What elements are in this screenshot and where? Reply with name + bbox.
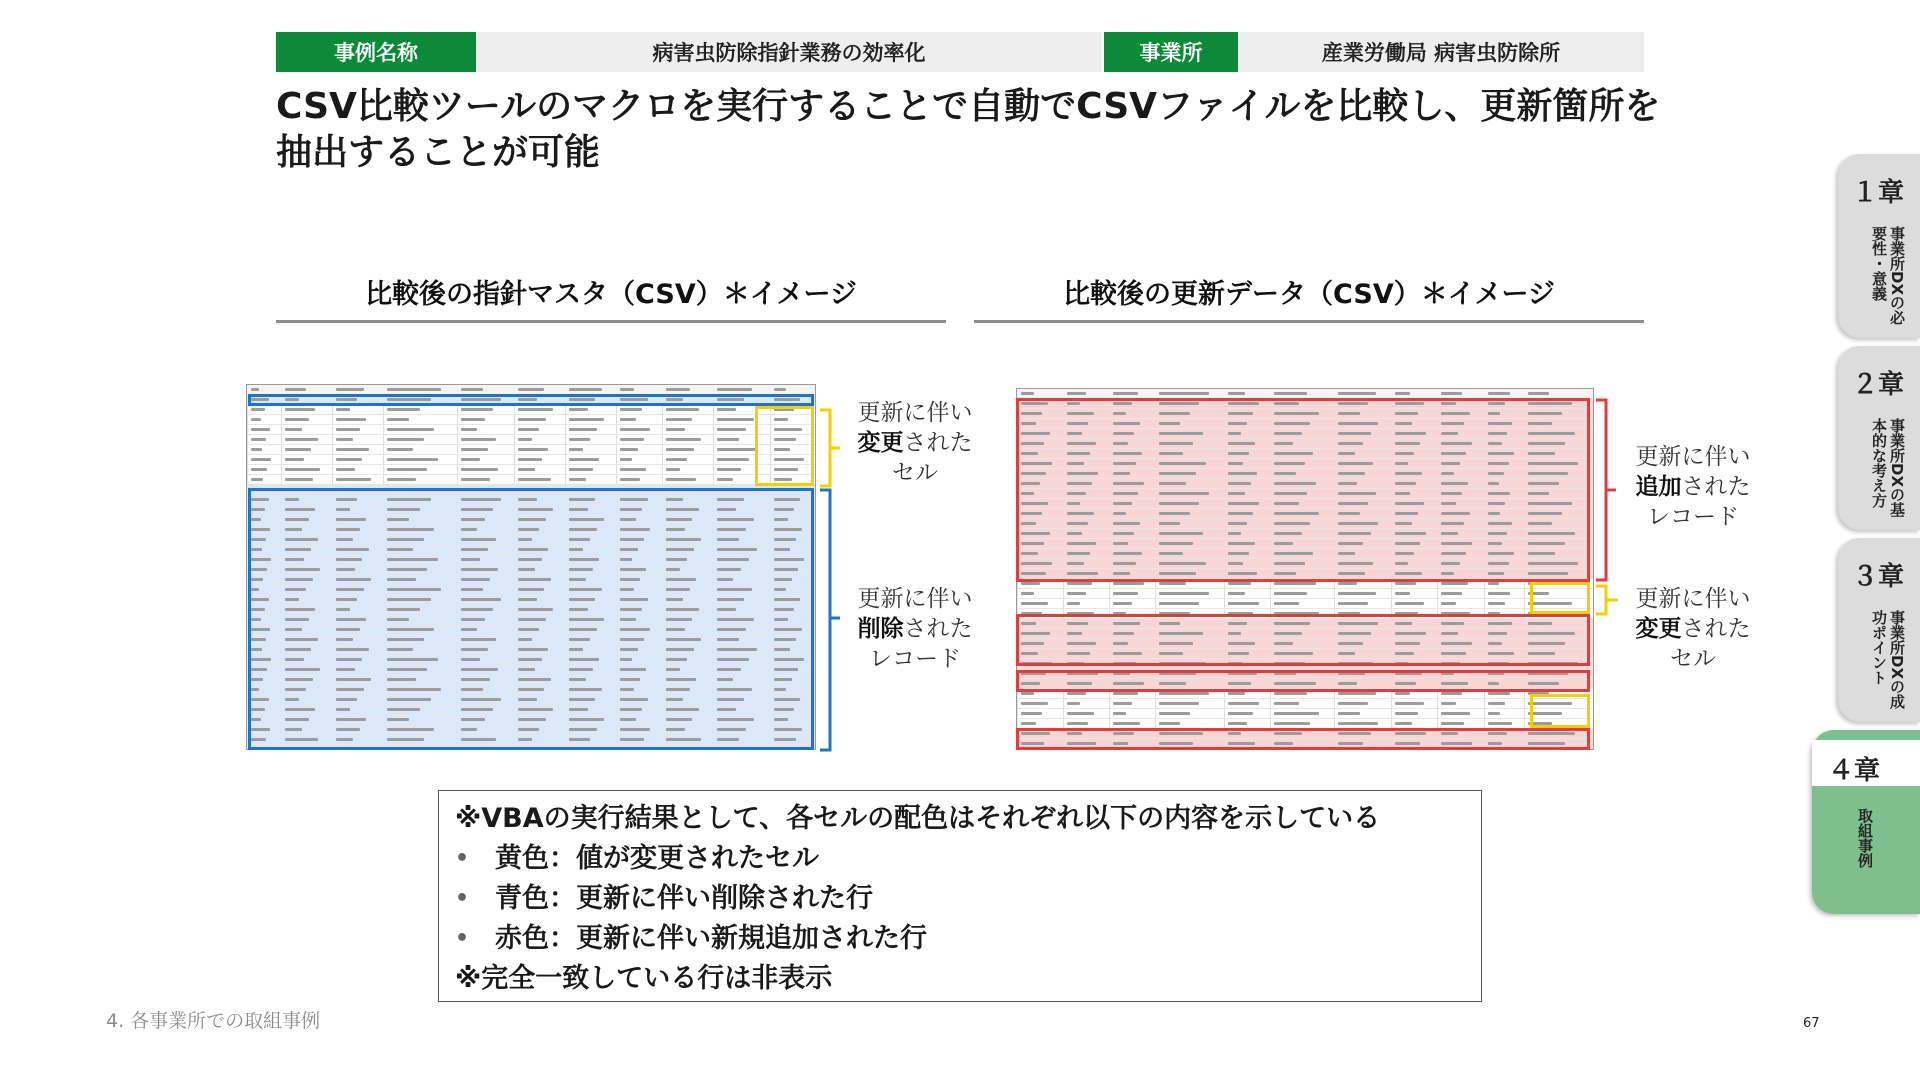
office-label: 事業所 bbox=[1104, 32, 1238, 72]
sheet-cell bbox=[518, 468, 535, 471]
sheet-cell bbox=[1113, 602, 1132, 605]
chapter-tab-1-text: 事業所DXの必要性・意義 bbox=[1870, 226, 1906, 326]
sheet-cell bbox=[1228, 392, 1245, 395]
case-name-label: 事例名称 bbox=[276, 32, 476, 72]
sheet-cell bbox=[1338, 712, 1360, 715]
sheet-cell bbox=[666, 438, 701, 441]
sheet-cell bbox=[1067, 712, 1094, 715]
sheet-cell bbox=[518, 418, 546, 421]
sheet-cell bbox=[387, 408, 420, 411]
chapter-tab-4-number: ４章 bbox=[1828, 756, 1881, 786]
sheet-cell bbox=[1159, 592, 1209, 595]
sheet-cell bbox=[1113, 582, 1144, 585]
sheet-cell bbox=[1228, 592, 1245, 595]
sheet-cell bbox=[461, 388, 483, 391]
sheet-cell bbox=[717, 408, 736, 411]
sheet-cell bbox=[285, 478, 313, 481]
sheet-cell bbox=[1067, 592, 1086, 595]
sheet-cell bbox=[1528, 392, 1549, 395]
sheet-cell bbox=[1441, 592, 1462, 595]
sheet-cell bbox=[387, 428, 434, 431]
sheet-cell bbox=[285, 438, 318, 441]
sheet-cell bbox=[1441, 702, 1456, 705]
sheet-row bbox=[247, 435, 815, 445]
sheet-cell bbox=[387, 478, 416, 481]
sheet-cell bbox=[1274, 692, 1307, 695]
sheet-cell bbox=[336, 408, 350, 411]
sheet-row bbox=[1017, 699, 1593, 709]
sheet-cell bbox=[1067, 722, 1088, 725]
annotation-added-record: 更新に伴い 追加された レコード bbox=[1635, 444, 1751, 530]
sheet-cell bbox=[1159, 692, 1209, 695]
changed-cells-highlight bbox=[755, 406, 814, 486]
sheet-cell bbox=[1338, 392, 1376, 395]
sheet-cell bbox=[1067, 702, 1080, 705]
sheet-cell bbox=[251, 448, 262, 451]
sheet-cell bbox=[1021, 392, 1034, 395]
sheet-cell bbox=[461, 438, 496, 441]
sheet-cell bbox=[1021, 722, 1036, 725]
sheet-cell bbox=[1159, 722, 1180, 725]
sheet-cell bbox=[1228, 602, 1259, 605]
sheet-cell bbox=[518, 388, 544, 391]
sheet-cell bbox=[1395, 582, 1416, 585]
sheet-cell bbox=[569, 448, 583, 451]
sheet-cell bbox=[1441, 712, 1470, 715]
sheet-cell bbox=[620, 478, 640, 481]
sheet-cell bbox=[336, 428, 360, 431]
sheet-cell bbox=[1338, 592, 1376, 595]
sheet-cell bbox=[1488, 602, 1505, 605]
sheet-cell bbox=[518, 428, 539, 431]
sheet-row bbox=[1017, 709, 1593, 719]
sheet-cell bbox=[461, 418, 485, 421]
sheet-cell bbox=[336, 458, 362, 461]
sheet-row bbox=[247, 445, 815, 455]
sheet-cell bbox=[461, 468, 498, 471]
deleted-rows-highlight bbox=[248, 394, 814, 406]
changed-cells-highlight-right-2 bbox=[1530, 694, 1590, 728]
sheet-row bbox=[247, 425, 815, 435]
sheet-cell bbox=[1067, 582, 1092, 585]
sheet-cell bbox=[1021, 712, 1042, 715]
sheet-cell bbox=[251, 418, 261, 421]
changed-bracket-right bbox=[1594, 584, 1620, 618]
note-last: ※完全一致している行は非表示 bbox=[455, 963, 833, 994]
sheet-cell bbox=[666, 408, 699, 411]
sheet-cell bbox=[251, 468, 267, 471]
sheet-cell bbox=[1395, 692, 1410, 695]
sheet-cell bbox=[1395, 712, 1418, 715]
sheet-cell bbox=[461, 478, 490, 481]
added-rows-highlight-2 bbox=[1016, 614, 1590, 666]
sheet-cell bbox=[569, 478, 586, 481]
sheet-cell bbox=[1338, 702, 1368, 705]
note-bullet-blue: • 青色：更新に伴い削除された行 bbox=[455, 879, 1465, 919]
headline: CSV比較ツールのマクロを実行することで自動でCSVファイルを比較し、更新箇所を抽出することが可能 bbox=[276, 86, 1661, 173]
sheet-cell bbox=[1441, 722, 1464, 725]
sheet-cell bbox=[336, 438, 353, 441]
sheet-cell bbox=[1441, 692, 1462, 695]
sheet-cell bbox=[1338, 722, 1378, 725]
sheet-cell bbox=[518, 478, 551, 481]
sheet-cell bbox=[717, 438, 739, 441]
sheet-cell bbox=[717, 458, 749, 461]
sheet-cell bbox=[518, 438, 532, 441]
sheet-cell bbox=[251, 408, 265, 411]
sheet-cell bbox=[620, 438, 644, 441]
sheet-cell bbox=[717, 418, 754, 421]
sheet-cell bbox=[620, 388, 634, 391]
sheet-cell bbox=[1488, 582, 1499, 585]
sheet-row bbox=[247, 475, 815, 485]
sheet-cell bbox=[666, 428, 685, 431]
sheet-cell bbox=[1159, 702, 1199, 705]
sheet-cell bbox=[1113, 722, 1140, 725]
sheet-cell bbox=[251, 428, 270, 431]
sheet-cell bbox=[461, 428, 477, 431]
note-intro: ※VBAの実行結果として、各セルの配色はそれぞれ以下の内容を示している bbox=[455, 803, 1381, 834]
sheet-cell bbox=[285, 428, 302, 431]
sheet-cell bbox=[717, 388, 752, 391]
sheet-cell bbox=[285, 418, 309, 421]
sheet-cell bbox=[1441, 582, 1468, 585]
sheet-cell bbox=[1159, 392, 1209, 395]
sheet-cell bbox=[1274, 392, 1307, 395]
sheet-cell bbox=[1395, 722, 1412, 725]
sheet-cell bbox=[1274, 602, 1299, 605]
sheet-cell bbox=[717, 478, 733, 481]
added-rows-highlight-3 bbox=[1016, 670, 1590, 692]
sheet-cell bbox=[1441, 392, 1462, 395]
sheet-cell bbox=[1274, 592, 1307, 595]
sheet-cell bbox=[1113, 392, 1138, 395]
left-section-underline bbox=[276, 320, 946, 323]
chapter-tab-1[interactable] bbox=[1838, 154, 1920, 338]
sheet-cell bbox=[1338, 582, 1357, 585]
sheet-cell bbox=[1488, 592, 1510, 595]
added-rows-highlight-4 bbox=[1016, 728, 1590, 750]
sheet-cell bbox=[569, 388, 602, 391]
sheet-cell bbox=[717, 468, 741, 471]
deleted-bracket bbox=[818, 488, 842, 752]
sheet-cell bbox=[1113, 702, 1132, 705]
sheet-cell bbox=[1228, 692, 1245, 695]
sheet-row bbox=[247, 465, 815, 475]
chapter-tab-3-text: 事業所DXの成功ポイント bbox=[1870, 610, 1906, 710]
sheet-cell bbox=[285, 458, 304, 461]
sheet-cell bbox=[285, 388, 306, 391]
sheet-cell bbox=[620, 408, 642, 411]
sheet-cell bbox=[1395, 592, 1410, 595]
chapter-tab-2-number: ２章 bbox=[1852, 370, 1905, 400]
sheet-cell bbox=[1021, 582, 1040, 585]
sheet-cell bbox=[569, 408, 588, 411]
sheet-cell bbox=[1274, 712, 1319, 715]
chapter-tab-4[interactable] bbox=[1812, 730, 1920, 914]
sheet-cell bbox=[251, 388, 259, 391]
sheet-cell bbox=[666, 458, 687, 461]
sheet-cell bbox=[387, 448, 413, 451]
office-value: 産業労働局 病害虫防除所 bbox=[1238, 32, 1644, 72]
sheet-cell bbox=[1067, 392, 1086, 395]
sheet-cell bbox=[569, 438, 590, 441]
sheet-cell bbox=[1488, 692, 1510, 695]
sheet-cell bbox=[285, 468, 320, 471]
sheet-cell bbox=[387, 468, 427, 471]
sheet-cell bbox=[336, 448, 369, 451]
sheet-cell bbox=[1395, 602, 1424, 605]
sheet-cell bbox=[1113, 592, 1138, 595]
added-bracket bbox=[1594, 398, 1618, 582]
sheet-cell bbox=[1021, 602, 1048, 605]
case-name-value: 病害虫防除指針業務の効率化 bbox=[476, 32, 1102, 72]
sheet-cell bbox=[666, 388, 690, 391]
sheet-cell bbox=[251, 438, 266, 441]
sheet-cell bbox=[387, 388, 441, 391]
sheet-row bbox=[1017, 589, 1593, 599]
right-section-underline bbox=[974, 320, 1644, 323]
sheet-cell bbox=[1228, 722, 1247, 725]
sheet-cell bbox=[1338, 602, 1368, 605]
sheet-cell bbox=[285, 408, 315, 411]
sheet-cell bbox=[387, 418, 409, 421]
sheet-cell bbox=[1159, 712, 1190, 715]
sheet-row bbox=[247, 405, 815, 415]
sheet-cell bbox=[1395, 392, 1410, 395]
sheet-cell bbox=[1488, 712, 1500, 715]
sheet-cell bbox=[1067, 692, 1086, 695]
chapter-tab-2-text: 事業所DXの基本的な考え方 bbox=[1870, 418, 1906, 518]
chapter-tab-4-text: 取組事例 bbox=[1856, 808, 1874, 868]
sheet-cell bbox=[1159, 582, 1186, 585]
sheet-cell bbox=[717, 448, 757, 451]
sheet-cell bbox=[1113, 712, 1126, 715]
sheet-cell bbox=[620, 458, 632, 461]
sheet-cell bbox=[666, 468, 680, 471]
sheet-cell bbox=[1228, 582, 1251, 585]
sheet-cell bbox=[1488, 722, 1512, 725]
sheet-cell bbox=[518, 448, 548, 451]
sheet-cell bbox=[1159, 602, 1199, 605]
sheet-cell bbox=[666, 448, 694, 451]
sheet-cell bbox=[1395, 702, 1424, 705]
sheet-cell bbox=[1441, 602, 1456, 605]
sheet-cell bbox=[1021, 692, 1034, 695]
sheet-cell bbox=[666, 418, 692, 421]
sheet-cell bbox=[461, 458, 480, 461]
sheet-cell bbox=[666, 478, 696, 481]
chapter-tab-3[interactable] bbox=[1838, 538, 1920, 722]
sheet-cell bbox=[1488, 392, 1510, 395]
sheet-cell bbox=[387, 438, 424, 441]
sheet-cell bbox=[1274, 722, 1310, 725]
sheet-cell bbox=[620, 418, 636, 421]
sheet-cell bbox=[336, 388, 364, 391]
sheet-cell bbox=[620, 468, 646, 471]
sheet-cell bbox=[569, 458, 599, 461]
sheet-cell bbox=[1228, 712, 1253, 715]
sheet-cell bbox=[569, 418, 604, 421]
sheet-cell bbox=[774, 388, 786, 391]
sheet-cell bbox=[1021, 592, 1034, 595]
sheet-cell bbox=[251, 478, 263, 481]
sheet-cell bbox=[569, 468, 593, 471]
added-rows-highlight-1 bbox=[1016, 398, 1590, 582]
sheet-cell bbox=[461, 448, 488, 451]
chapter-tab-1-number: １章 bbox=[1852, 178, 1905, 208]
sheet-row bbox=[247, 455, 815, 465]
sheet-cell bbox=[1113, 692, 1138, 695]
sheet-cell bbox=[285, 448, 311, 451]
left-section-title: 比較後の指針マスタ（CSV）＊イメージ bbox=[365, 279, 857, 310]
changed-bracket bbox=[818, 408, 842, 488]
sheet-cell bbox=[569, 428, 597, 431]
sheet-cell bbox=[1274, 582, 1316, 585]
chapter-tab-3-number: ３章 bbox=[1852, 562, 1905, 592]
annotation-changed-cell-left: 更新に伴い 変更された セル bbox=[857, 400, 973, 486]
page-number: 67 bbox=[1803, 1016, 1820, 1031]
sheet-cell bbox=[620, 428, 650, 431]
sheet-cell bbox=[518, 408, 553, 411]
annotation-deleted-record: 更新に伴い 削除された レコード bbox=[857, 586, 973, 672]
sheet-cell bbox=[1338, 692, 1376, 695]
sheet-cell bbox=[336, 418, 366, 421]
sheet-cell bbox=[1274, 702, 1299, 705]
sheet-cell bbox=[387, 458, 438, 461]
chapter-tab-2[interactable] bbox=[1838, 346, 1920, 530]
sheet-cell bbox=[251, 458, 271, 461]
legend-note-box bbox=[438, 790, 1482, 1002]
right-section-title: 比較後の更新データ（CSV）＊イメージ bbox=[1063, 279, 1555, 310]
sheet-cell bbox=[1067, 602, 1080, 605]
sheet-cell bbox=[336, 468, 355, 471]
sheet-cell bbox=[336, 478, 371, 481]
deleted-rows-highlight-main bbox=[248, 488, 814, 750]
changed-cells-highlight-right-1 bbox=[1530, 582, 1590, 614]
note-bullet-yellow: • 黄色：値が変更されたセル bbox=[455, 839, 1465, 879]
footer-section-label: 4. 各事業所での取組事例 bbox=[106, 1010, 321, 1032]
sheet-cell bbox=[461, 408, 493, 411]
note-bullet-red: • 赤色：更新に伴い新規追加された行 bbox=[455, 919, 1465, 959]
sheet-cell bbox=[1021, 702, 1048, 705]
sheet-row bbox=[247, 415, 815, 425]
sheet-cell bbox=[717, 428, 746, 431]
annotation-changed-cell-right: 更新に伴い 変更された セル bbox=[1635, 586, 1751, 672]
sheet-cell bbox=[518, 458, 542, 461]
sheet-cell bbox=[1488, 702, 1505, 705]
sheet-cell bbox=[1228, 702, 1259, 705]
sheet-cell bbox=[620, 448, 638, 451]
sheet-row bbox=[1017, 599, 1593, 609]
